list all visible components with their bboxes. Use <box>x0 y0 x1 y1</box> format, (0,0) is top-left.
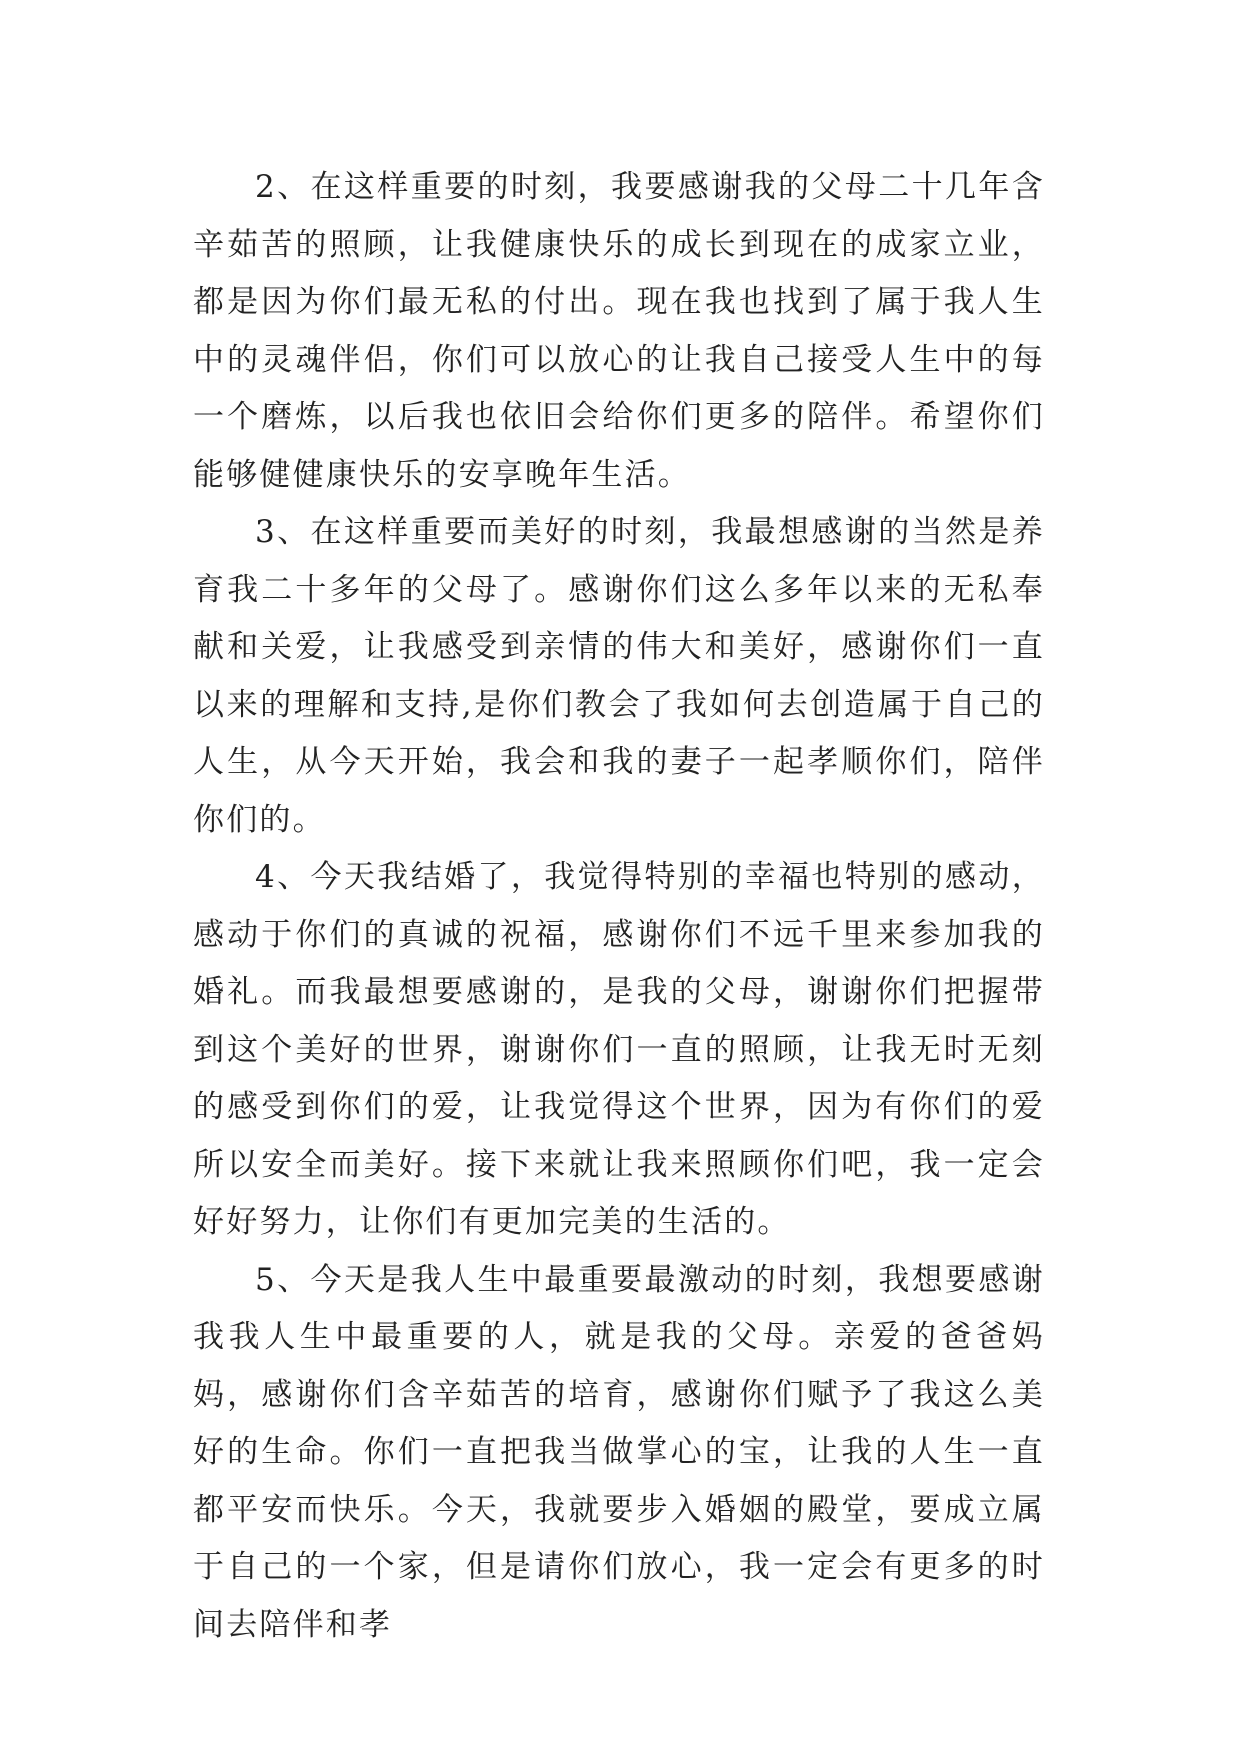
paragraph-5: 5、今天是我人生中最重要最激动的时刻，我想要感谢我我人生中最重要的人，就是我的父母。亲爱的爸爸妈妈，感谢你们含辛茹苦的培育，感谢你们赋予了我这么美好的生命。你们一直把我当做掌心的宝，让我的人生一直都平安而快乐。今天，我就要步入婚姻的殿堂，要成立属于自己的一个家，但是请你们放心，我一定会有更多的时间去陪伴和孝 <box>193 1261 1045 1643</box>
paragraph-4: 4、今天我结婚了，我觉得特别的幸福也特别的感动，感动于你们的真诚的祝福，感谢你们不远千里来参加我的婚礼。而我最想要感谢的，是我的父母，谢谢你们把握带到这个美好的世界，谢谢你们一直的照顾，让我无时无刻的感受到你们的爱，让我觉得这个世界，因为有你们的爱所以安全而美好。接下来就让我来照顾你们吧，我一定会好好努力，让你们有更加完美的生活的。 <box>193 859 1045 1240</box>
paragraph-3: 3、在这样重要而美好的时刻，我最想感谢的当然是养育我二十多年的父母了。感谢你们这么多年以来的无私奉献和关爱，让我感受到亲情的伟大和美好，感谢你们一直以来的理解和支持,是你们教会了我如何去创造属于自己的人生，从今天开始，我会和我的妻子一起孝顺你们，陪伴你们的。 <box>193 514 1045 838</box>
paragraph-2: 2、在这样重要的时刻，我要感谢我的父母二十几年含辛茹苦的照顾，让我健康快乐的成长到现在的成家立业，都是因为你们最无私的付出。现在我也找到了属于我人生中的灵魂伴侣，你们可以放心的让我自己接受人生中的每一个磨炼，以后我也依旧会给你们更多的陪伴。希望你们能够健健康快乐的安享晚年生活。 <box>193 169 1045 493</box>
document-body <box>193 159 1045 1654</box>
